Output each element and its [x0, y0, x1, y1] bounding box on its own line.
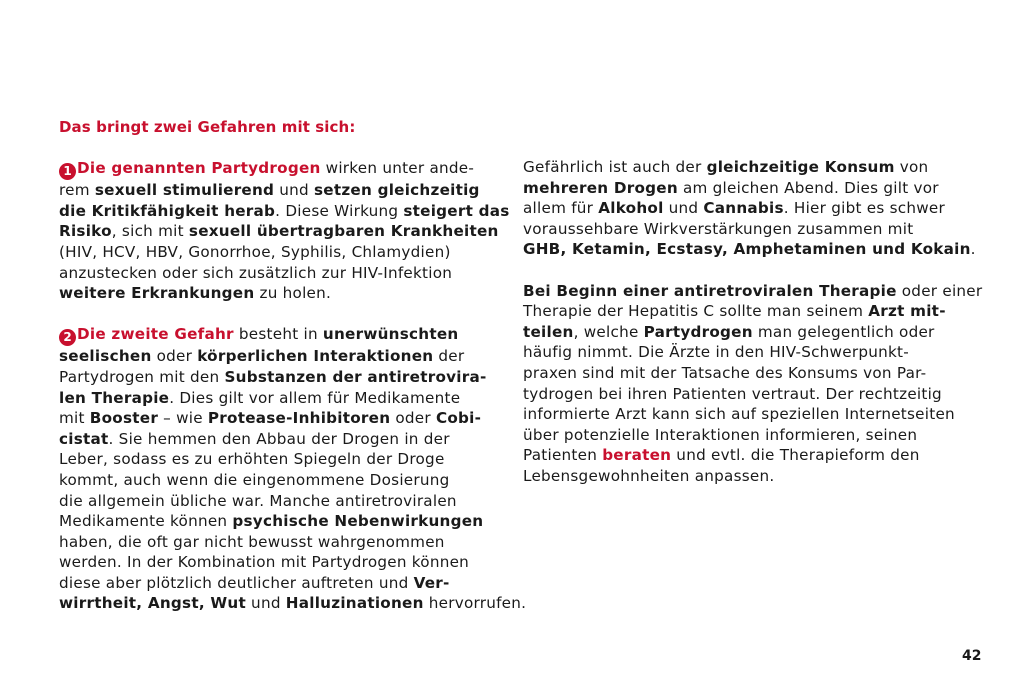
text-line	[523, 322, 968, 343]
text-run: . Diese Wirkung	[275, 201, 404, 220]
text-run: voraussehbare Wirkverstärkungen zusammen mit	[523, 219, 914, 238]
text-line	[59, 180, 499, 201]
text-line	[59, 158, 499, 180]
paragraph-therapy-advice	[523, 281, 983, 487]
text-line	[523, 178, 968, 199]
text-line	[523, 281, 983, 302]
paragraph-first-danger	[59, 158, 510, 304]
bold-text: Ver-	[413, 573, 450, 592]
bold-text: Risiko	[59, 222, 112, 241]
text-line	[523, 466, 968, 487]
text-run: der	[433, 347, 465, 366]
text-run: man gelegentlich oder	[752, 322, 935, 341]
text-run: werden. In der Kombination mit Partydrogen können	[59, 553, 470, 572]
text-line	[59, 388, 499, 409]
bold-text: cistat	[59, 429, 109, 448]
text-line	[59, 532, 499, 553]
text-run: zu holen.	[254, 284, 332, 303]
text-line	[59, 221, 499, 242]
bold-text: Cobi-	[435, 409, 482, 428]
text-run: von	[894, 158, 929, 176]
paragraph-simultaneous-use	[523, 157, 976, 260]
bold-text: die Kritikfähigkeit herab	[59, 201, 276, 220]
text-line	[523, 219, 968, 240]
text-run: und	[245, 594, 286, 613]
bold-text: körperlichen Interaktionen	[197, 347, 434, 366]
text-line	[59, 491, 499, 512]
bold-text: sexuell stimulierend	[94, 181, 275, 200]
highlight-text: Die zweite Gefahr	[77, 325, 234, 344]
text-run: anzustecken oder sich zusätzlich zur HIV-Infektion	[59, 263, 453, 282]
text-line	[59, 470, 499, 491]
bold-text: setzen gleichzeitig	[313, 181, 480, 200]
text-run: , welche	[573, 322, 644, 341]
text-line	[59, 408, 499, 429]
bold-text: seelischen	[59, 347, 152, 366]
text-line	[59, 511, 499, 532]
bold-text: wirrtheit, Angst, Wut	[59, 594, 246, 613]
text-line	[523, 425, 968, 446]
text-run: Partydrogen mit den	[59, 367, 225, 386]
bold-text: Substanzen der antiretrovira-	[224, 367, 487, 386]
text-run: oder	[151, 347, 198, 366]
bold-text: gleichzeitige Konsum	[706, 158, 895, 176]
text-run: über potenzielle Interaktionen informieren, seinen	[523, 425, 918, 444]
bold-text: mehreren Drogen	[523, 178, 678, 197]
text-run: Therapie der Hepatitis C sollte man seinem	[523, 302, 869, 321]
text-line	[523, 404, 968, 425]
bold-text: Bei Beginn einer antiretroviralen Therapie	[523, 281, 897, 300]
text-run: die allgemein übliche war. Manche antiretroviralen	[59, 491, 457, 510]
text-line	[523, 157, 968, 178]
text-line	[523, 239, 976, 260]
bold-text: Halluzinationen	[285, 594, 424, 613]
text-run: diese aber plötzlich deutlicher auftreten und	[59, 573, 414, 592]
text-line	[59, 263, 499, 284]
text-line	[59, 593, 527, 614]
text-run: informierte Arzt kann sich auf speziellen Internetseiten	[523, 405, 955, 424]
section-heading: Das bringt zwei Gefahren mit sich:	[59, 118, 356, 136]
text-line	[59, 573, 499, 594]
text-line	[59, 449, 499, 470]
bold-text: Booster	[89, 409, 159, 428]
number-two-badge: 2	[59, 329, 76, 346]
text-run: rem	[59, 181, 95, 200]
text-line	[59, 367, 499, 388]
highlight-text: beraten	[602, 446, 672, 465]
bold-text: Arzt mit-	[868, 302, 946, 321]
text-line	[59, 552, 499, 573]
text-line	[59, 201, 510, 222]
text-run: häufig nimmt. Die Ärzte in den HIV-Schwerpunkt-	[523, 343, 909, 362]
text-run: . Sie hemmen den Abbau der Drogen in der	[108, 429, 450, 448]
bold-text: sexuell übertragbaren Krankheiten	[188, 222, 499, 241]
text-line	[523, 198, 968, 219]
text-run: mit	[59, 409, 90, 428]
paragraph-second-danger	[59, 324, 527, 614]
text-run: (HIV, HCV, HBV, Gonorrhoe, Syphilis, Chlamydien)	[59, 242, 451, 261]
text-line	[59, 324, 499, 346]
bold-text: Cannabis	[703, 199, 784, 218]
highlight-text: Die genannten Partydrogen	[77, 159, 321, 178]
text-run: .	[970, 240, 976, 259]
text-line	[59, 242, 499, 263]
text-run: und evtl. die Therapieform den	[671, 446, 920, 465]
text-line	[59, 429, 499, 450]
bold-text: steigert das	[403, 201, 510, 220]
text-run: kommt, auch wenn die eingenommene Dosierung	[59, 470, 450, 489]
left-column	[59, 117, 527, 635]
text-run: . Hier gibt es schwer	[783, 199, 945, 218]
text-run: und	[663, 199, 704, 218]
right-column	[523, 157, 983, 507]
text-run: Patienten	[523, 446, 603, 465]
text-run: praxen sind mit der Tatsache des Konsums von Par-	[523, 363, 927, 382]
text-line	[59, 346, 499, 367]
text-line	[523, 301, 968, 322]
bold-text: Partydrogen	[643, 322, 753, 341]
bold-text: len Therapie	[59, 388, 170, 407]
text-run: Lebensgewohnheiten anpassen.	[523, 466, 775, 485]
bold-text: GHB, Ketamin, Ecstasy, Amphetaminen und Kokain	[523, 240, 971, 259]
text-run: haben, die oft gar nicht bewusst wahrgenommen	[59, 532, 445, 551]
text-run: Leber, sodass es zu erhöhten Spiegeln der Droge	[59, 450, 445, 469]
text-line	[523, 363, 968, 384]
text-run: , sich mit	[111, 222, 189, 241]
text-run: besteht in	[233, 325, 323, 344]
text-run: oder	[390, 409, 436, 428]
text-run: Gefährlich ist auch der	[523, 158, 707, 176]
text-line	[523, 445, 968, 466]
text-line	[523, 384, 968, 405]
bold-text: unerwünschten	[322, 325, 459, 344]
bold-text: psychische Nebenwirkungen	[232, 512, 484, 531]
text-run: und	[274, 181, 314, 200]
text-line	[523, 342, 968, 363]
text-run: oder einer	[896, 281, 983, 300]
page-number: 42	[962, 648, 982, 664]
bold-text: teilen	[523, 322, 574, 341]
text-run: . Dies gilt vor allem für Medikamente	[169, 388, 461, 407]
number-one-badge: 1	[59, 163, 76, 180]
bold-text: Protease-Inhibitoren	[207, 409, 391, 428]
text-run: hervorrufen.	[423, 594, 527, 613]
text-run: Medikamente können	[59, 512, 233, 531]
text-run: am gleichen Abend. Dies gilt vor	[677, 178, 939, 197]
bold-text: weitere Erkrankungen	[59, 284, 255, 303]
text-run: – wie	[158, 409, 208, 428]
text-line	[59, 283, 499, 304]
text-run: allem für	[523, 199, 599, 218]
text-run: wirken unter ande-	[320, 159, 475, 178]
text-run: tydrogen bei ihren Patienten vertraut. Der rechtzeitig	[523, 384, 942, 403]
bold-text: Alkohol	[598, 199, 664, 218]
